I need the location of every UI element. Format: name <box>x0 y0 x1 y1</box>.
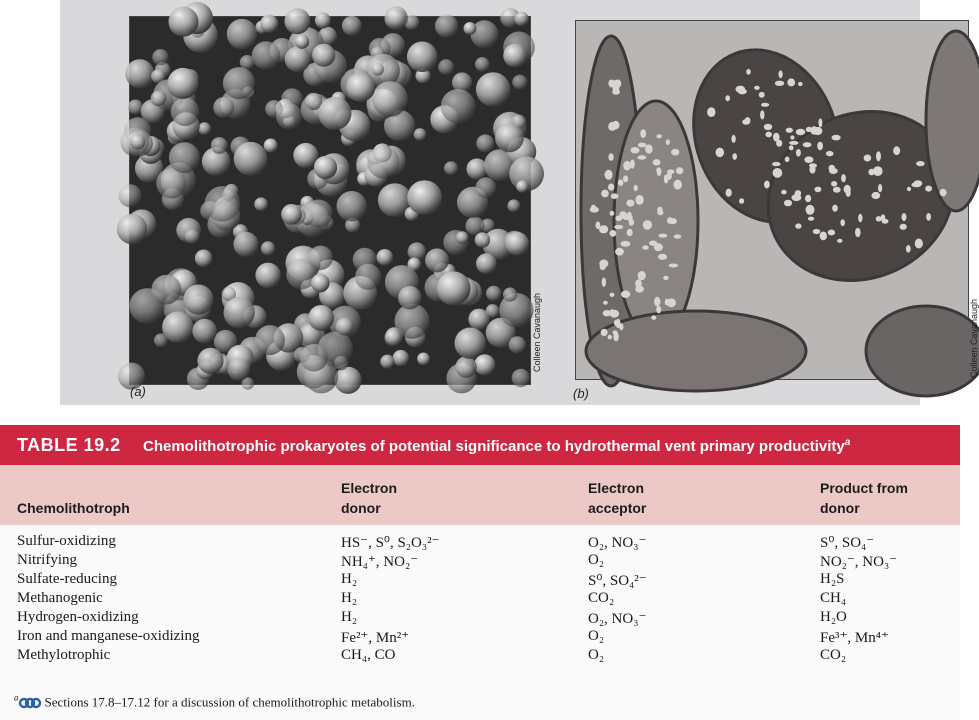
column-header-donor-line2: donor <box>341 500 381 516</box>
table-header-row <box>0 465 960 525</box>
table-row <box>0 647 960 666</box>
photo-credit-a: Colleen Cavanaugh <box>532 292 542 372</box>
panel-label-b: (b) <box>573 386 589 401</box>
cell-product: CO₂ <box>820 647 847 663</box>
column-header-product-from-donor <box>820 478 908 518</box>
footnote-text: Sections 17.8–17.12 for a discussion of chemolithotrophic metabolism. <box>44 694 415 710</box>
cell-electron-donor: Fe²⁺, Mn²⁺ <box>341 630 410 646</box>
panel-label-a: (a) <box>130 384 146 399</box>
cell-electron-donor: CH₄, CO <box>341 647 396 663</box>
table-footnote <box>14 693 415 713</box>
table-caption-text: Chemolithotrophic prokaryotes of potential significance to hydrothermal vent primary productivity <box>143 438 845 455</box>
cell-chemolithotroph: Hydrogen-oxidizing <box>17 609 139 625</box>
table-number: TABLE 19.2 <box>17 435 121 455</box>
cell-chemolithotroph: Nitrifying <box>17 552 77 568</box>
link-icon <box>19 697 41 713</box>
cell-electron-acceptor: O₂ <box>588 552 605 568</box>
scanned-figure-page <box>60 0 979 405</box>
cell-product: CH₄ <box>820 590 847 606</box>
cell-electron-donor: H₂ <box>341 609 358 625</box>
column-header-electron-acceptor <box>588 478 646 518</box>
cell-chemolithotroph: Methylotrophic <box>17 647 111 663</box>
column-header-chemolithotroph: Chemolithotroph <box>17 500 130 516</box>
cell-product: H₂S <box>820 571 845 587</box>
cell-chemolithotroph: Sulfate-reducing <box>17 571 117 587</box>
table-title-bar <box>0 425 960 465</box>
cell-electron-donor: HS⁻, S⁰, S₂O₃²⁻ <box>341 535 440 551</box>
cell-electron-acceptor: S⁰, SO₄²⁻ <box>588 573 647 589</box>
cell-chemolithotroph: Sulfur-oxidizing <box>17 533 116 549</box>
cell-electron-acceptor: CO₂ <box>588 590 615 606</box>
table-row <box>0 609 960 628</box>
cell-electron-acceptor: O₂ <box>588 647 605 663</box>
table-row <box>0 533 960 552</box>
cell-electron-donor: NH₄⁺, NO₂⁻ <box>341 554 419 570</box>
column-header-electron-donor <box>341 478 397 518</box>
table-row <box>0 571 960 590</box>
table-row <box>0 628 960 647</box>
table-row <box>0 552 960 571</box>
cell-chemolithotroph: Iron and manganese-oxidizing <box>17 628 200 644</box>
micrograph-a-image <box>129 16 531 385</box>
table-19-2 <box>0 425 960 720</box>
table-caption-footnote-mark: a <box>844 437 851 448</box>
column-header-acceptor-line1: Electron <box>588 480 645 496</box>
column-header-product-line2: donor <box>820 500 860 516</box>
cell-electron-acceptor: O₂, NO₃⁻ <box>588 535 647 551</box>
column-header-product-line1: Product from <box>820 480 908 496</box>
cell-electron-acceptor: O₂, NO₃⁻ <box>588 611 647 627</box>
column-header-donor-line1: Electron <box>341 480 398 496</box>
cell-product: H₂O <box>820 609 847 625</box>
footnote-mark-letter: a <box>14 693 19 703</box>
cell-electron-donor: H₂ <box>341 590 358 606</box>
column-header-acceptor-line2: acceptor <box>588 500 647 516</box>
cell-product: S⁰, SO₄⁻ <box>820 535 875 551</box>
micrograph-b-image <box>575 20 969 380</box>
cell-electron-acceptor: O₂ <box>588 628 605 644</box>
cell-chemolithotroph: Methanogenic <box>17 590 103 606</box>
cell-product: NO₂⁻, NO₃⁻ <box>820 554 898 570</box>
cell-product: Fe³⁺, Mn⁴⁺ <box>820 630 889 646</box>
photo-credit-b: Colleen Cavanaugh <box>969 298 979 378</box>
table-caption <box>143 437 850 455</box>
table-row <box>0 590 960 609</box>
cell-electron-donor: H₂ <box>341 571 358 587</box>
